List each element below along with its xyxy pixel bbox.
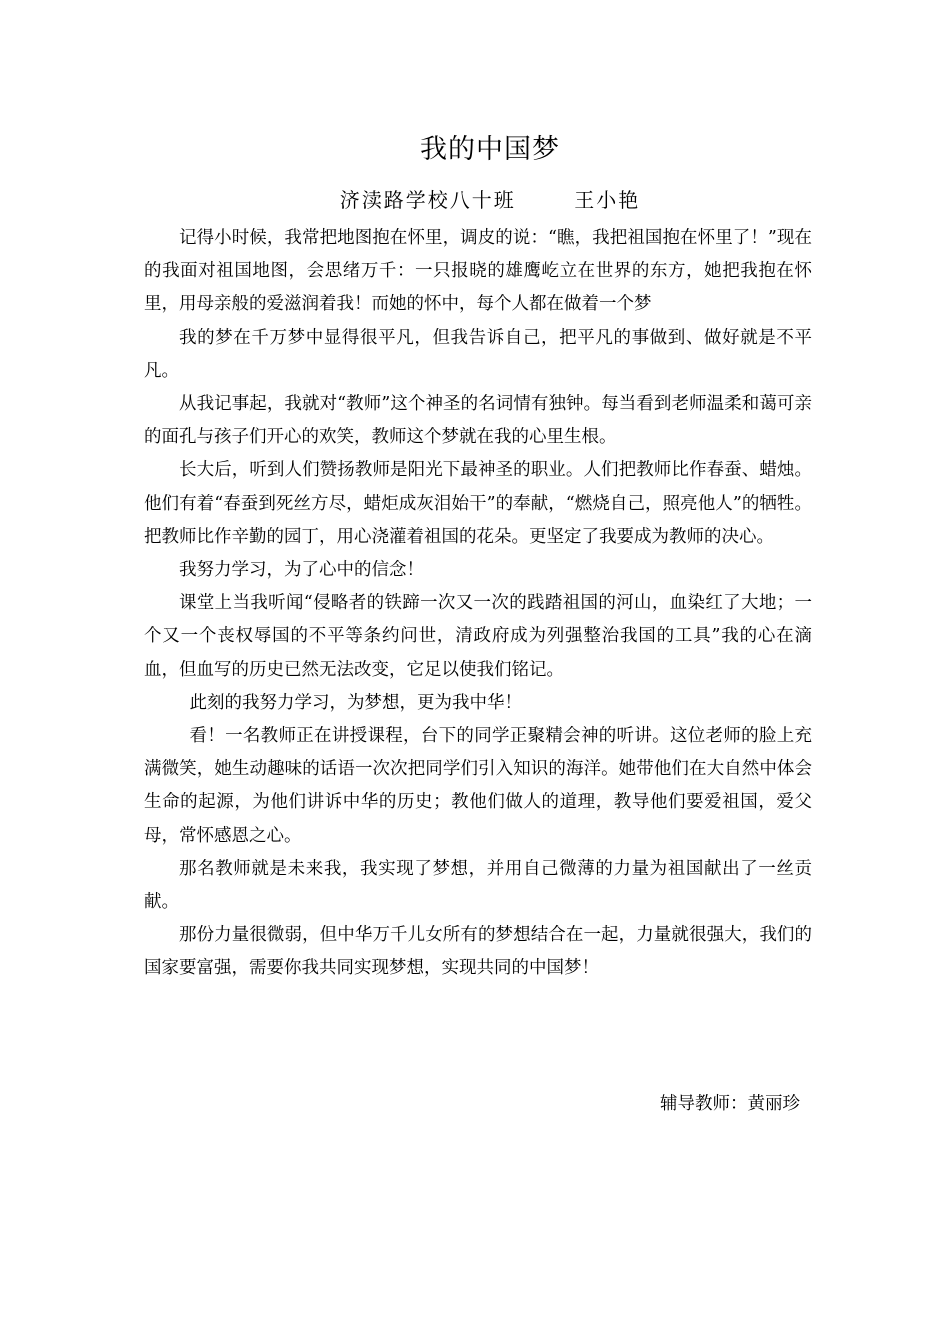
paragraph: 看！一名教师正在讲授课程，台下的同学正聚精会神的听讲。这位老师的脸上充满微笑，她生动趣味的话语一次次把同学们引入知识的海洋。她带他们在大自然中体会生命的起源，为他们讲诉中华的历史；教他们做人的道理，教导他们要爱祖国，爱父母，常怀感恩之心。 [144, 726, 812, 846]
paragraph: 我努力学习，为了心中的信念！ [179, 560, 424, 581]
paragraph: 长大后，听到人们赞扬教师是阳光下最神圣的职业。人们把教师比作春蚕、蜡烛。他们有着“春蚕到死丝方尽，蜡炬成灰泪始干”的奉献，“燃烧自己，照亮他人”的牺牲。把教师比作辛勤的园丁，用心浇灌着祖国的花朵。更坚定了我要成为教师的决心。 [144, 460, 812, 547]
paragraph: 那名教师就是未来我，我实现了梦想，并用自己微薄的力量为祖国献出了一丝贡献。 [144, 858, 812, 913]
paragraph: 此刻的我努力学习，为梦想，更为我中华！ [189, 692, 522, 713]
paragraph: 课堂上当我听闻“侵略者的铁蹄一次又一次的践踏祖国的河山，血染红了大地；一个又一个丧权辱国的不平等条约问世，清政府成为列强整治我国的工具”我的心在滴血，但血写的历史已然无法改变，它足以使我们铭记。 [144, 593, 812, 680]
author-byline: 济渎路学校八十班 王小艳 [339, 188, 641, 212]
paragraph: 我的梦在千万梦中显得很平凡，但我告诉自己，把平凡的事做到、做好就是不平凡。 [144, 327, 812, 381]
paragraph: 那份力量很微弱，但中华万千儿女所有的梦想结合在一起，力量就很强大，我们的国家要富强，需要你我共同实现梦想，实现共同的中国梦！ [144, 925, 812, 979]
paragraph: 从我记事起，我就对“教师”这个神圣的名词情有独钟。每当看到老师温柔和蔼可亲的面孔与孩子们开心的欢笑，教师这个梦就在我的心里生根。 [144, 394, 812, 448]
essay-body [144, 222, 812, 986]
paragraph: 记得小时候，我常把地图抱在怀里，调皮的说：“瞧，我把祖国抱在怀里了！”现在的我面对祖国地图，会思绪万千：一只报晓的雄鹰屹立在世界的东方，她把我抱在怀里，用母亲般的爱滋润着我！而她的怀中，每个人都在做着一个梦 [144, 228, 812, 315]
document-title: 我的中国梦 [420, 134, 560, 165]
advisor-signature: 辅导教师：黄丽珍 [660, 1094, 800, 1114]
